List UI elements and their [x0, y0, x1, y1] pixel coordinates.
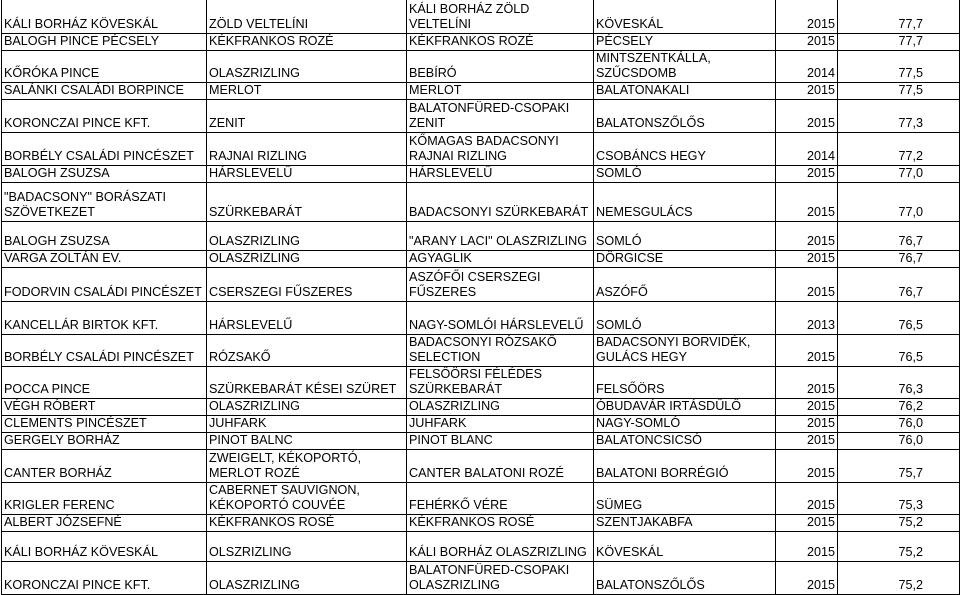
table-row [2, 222, 960, 251]
year-cell: 2015 [776, 100, 838, 133]
variety-cell: KÉKFRANKOS ROSÉ [207, 515, 407, 532]
location-cell: CSOBÁNCS HEGY [594, 133, 776, 166]
variety-cell: HÁRSLEVELŰ [207, 302, 407, 335]
table-row [2, 0, 960, 34]
producer-cell: KÁLI BORHÁZ KÖVESKÁL [2, 0, 207, 34]
wine-name-cell: BADACSONYI RÓZSAKŐ SELECTION [407, 335, 594, 367]
producer-cell: BORBÉLY CSALÁDI PINCÉSZET [2, 133, 207, 166]
variety-cell: ZÖLD VELTELÍNI [207, 0, 407, 34]
wine-name-cell: OLASZRIZLING [407, 399, 594, 416]
producer-cell: BALOGH ZSUZSA [2, 166, 207, 183]
variety-cell: OLSZRIZLING [207, 532, 407, 562]
score-cell: 76,3 [838, 367, 960, 399]
year-cell: 2015 [776, 251, 838, 268]
score-cell: 77,0 [838, 166, 960, 183]
year-cell: 2015 [776, 562, 838, 595]
wine-name-cell: FEHÉRKŐ VÉRE [407, 483, 594, 515]
wine-name-cell: BEBÍRÓ [407, 51, 594, 83]
producer-cell: KŐRÓKA PINCE [2, 51, 207, 83]
variety-cell: CSERSZEGI FŰSZERES [207, 268, 407, 302]
location-cell: MINTSZENTKÁLLA, SZŰCSDOMB [594, 51, 776, 83]
location-cell: SZENTJAKABFA [594, 515, 776, 532]
wine-name-cell: "ARANY LACI" OLASZRIZLING [407, 222, 594, 251]
wine-table-body [2, 0, 960, 595]
score-cell: 77,3 [838, 100, 960, 133]
table-row [2, 367, 960, 399]
wine-name-cell: PINOT BLANC [407, 433, 594, 450]
variety-cell: RAJNAI RIZLING [207, 133, 407, 166]
variety-cell: OLASZRIZLING [207, 251, 407, 268]
score-cell: 77,7 [838, 0, 960, 34]
table-row [2, 483, 960, 515]
wine-name-cell: KÉKFRANKOS ROZÉ [407, 34, 594, 51]
producer-cell: ALBERT JÓZSEFNÉ [2, 515, 207, 532]
variety-cell: CABERNET SAUVIGNON, KÉKOPORTÓ COUVÉE [207, 483, 407, 515]
table-row [2, 183, 960, 222]
variety-cell: OLASZRIZLING [207, 399, 407, 416]
location-cell: SÜMEG [594, 483, 776, 515]
variety-cell: SZÜRKEBARÁT KÉSEI SZÜRET [207, 367, 407, 399]
location-cell: FELSŐÖRS [594, 367, 776, 399]
location-cell: SOMLÓ [594, 166, 776, 183]
score-cell: 76,2 [838, 399, 960, 416]
variety-cell: HÁRSLEVELŰ [207, 166, 407, 183]
wine-name-cell: NAGY-SOMLÓI HÁRSLEVELŰ [407, 302, 594, 335]
table-row [2, 83, 960, 100]
location-cell: SOMLÓ [594, 302, 776, 335]
table-row [2, 268, 960, 302]
location-cell: BALATONCSICSÓ [594, 433, 776, 450]
wine-name-cell: MERLOT [407, 83, 594, 100]
wine-name-cell: BALATONFÜRED-CSOPAKI ZENIT [407, 100, 594, 133]
location-cell: NAGY-SOMLÓ [594, 416, 776, 433]
variety-cell: KÉKFRANKOS ROZÉ [207, 34, 407, 51]
table-row [2, 335, 960, 367]
table-row [2, 51, 960, 83]
year-cell: 2015 [776, 416, 838, 433]
score-cell: 77,2 [838, 133, 960, 166]
location-cell: KÖVESKÁL [594, 532, 776, 562]
producer-cell: KANCELLÁR BIRTOK KFT. [2, 302, 207, 335]
producer-cell: "BADACSONY" BORÁSZATI SZÖVETKEZET [2, 183, 207, 222]
table-row [2, 433, 960, 450]
producer-cell: KORONCZAI PINCE KFT. [2, 100, 207, 133]
table-row [2, 562, 960, 595]
year-cell: 2015 [776, 166, 838, 183]
wine-name-cell: CANTER BALATONI ROZÉ [407, 450, 594, 483]
location-cell: BALATONSZŐLŐS [594, 100, 776, 133]
producer-cell: KORONCZAI PINCE KFT. [2, 562, 207, 595]
year-cell: 2013 [776, 302, 838, 335]
producer-cell: BORBÉLY CSALÁDI PINCÉSZET [2, 335, 207, 367]
table-row [2, 416, 960, 433]
table-row [2, 302, 960, 335]
year-cell: 2014 [776, 133, 838, 166]
variety-cell: RÓZSAKŐ [207, 335, 407, 367]
year-cell: 2015 [776, 532, 838, 562]
location-cell: BALATONSZŐLŐS [594, 562, 776, 595]
location-cell: ASZÓFŐ [594, 268, 776, 302]
year-cell: 2015 [776, 183, 838, 222]
producer-cell: CLEMENTS PINCÉSZET [2, 416, 207, 433]
producer-cell: KRIGLER FERENC [2, 483, 207, 515]
location-cell: BALATONI BORRÉGIÓ [594, 450, 776, 483]
score-cell: 76,7 [838, 251, 960, 268]
producer-cell: BALOGH ZSUZSA [2, 222, 207, 251]
wine-name-cell: JUHFARK [407, 416, 594, 433]
location-cell: BALATONAKALI [594, 83, 776, 100]
variety-cell: JUHFARK [207, 416, 407, 433]
table-row [2, 34, 960, 51]
year-cell: 2015 [776, 268, 838, 302]
score-cell: 76,7 [838, 268, 960, 302]
wine-name-cell: ASZÓFŐI CSERSZEGI FŰSZERES [407, 268, 594, 302]
table-row [2, 450, 960, 483]
producer-cell: KÁLI BORHÁZ KÖVESKÁL [2, 532, 207, 562]
wine-name-cell: HÁRSLEVELŰ [407, 166, 594, 183]
table-row [2, 100, 960, 133]
score-cell: 76,5 [838, 302, 960, 335]
variety-cell: SZÜRKEBARÁT [207, 183, 407, 222]
table-row [2, 515, 960, 532]
producer-cell: VÉGH RÓBERT [2, 399, 207, 416]
wine-results-table [1, 0, 960, 595]
year-cell: 2015 [776, 399, 838, 416]
score-cell: 77,5 [838, 51, 960, 83]
location-cell: ÓBUDAVÁR IRTÁSDŰLŐ [594, 399, 776, 416]
location-cell: BADACSONYI BORVIDÉK, GULÁCS HEGY [594, 335, 776, 367]
year-cell: 2015 [776, 34, 838, 51]
variety-cell: ZWEIGELT, KÉKOPORTÓ, MERLOT ROZÉ [207, 450, 407, 483]
year-cell: 2015 [776, 483, 838, 515]
year-cell: 2015 [776, 433, 838, 450]
wine-name-cell: KÁLI BORHÁZ OLASZRIZLING [407, 532, 594, 562]
variety-cell: OLASZRIZLING [207, 562, 407, 595]
producer-cell: VARGA ZOLTÁN EV. [2, 251, 207, 268]
variety-cell: MERLOT [207, 83, 407, 100]
year-cell: 2015 [776, 222, 838, 251]
table-row [2, 532, 960, 562]
variety-cell: OLASZRIZLING [207, 51, 407, 83]
score-cell: 77,7 [838, 34, 960, 51]
producer-cell: CANTER BORHÁZ [2, 450, 207, 483]
wine-name-cell: BALATONFÜRED-CSOPAKI OLASZRIZLING [407, 562, 594, 595]
location-cell: SOMLÓ [594, 222, 776, 251]
location-cell: PÉCSELY [594, 34, 776, 51]
wine-name-cell: AGYAGLIK [407, 251, 594, 268]
year-cell: 2015 [776, 335, 838, 367]
year-cell: 2015 [776, 450, 838, 483]
year-cell: 2014 [776, 51, 838, 83]
score-cell: 75,7 [838, 450, 960, 483]
table-row [2, 133, 960, 166]
wine-name-cell: KÁLI BORHÁZ ZÖLD VELTELÍNI [407, 0, 594, 34]
score-cell: 75,2 [838, 562, 960, 595]
year-cell: 2015 [776, 515, 838, 532]
location-cell: KÖVESKÁL [594, 0, 776, 34]
producer-cell: POCCA PINCE [2, 367, 207, 399]
wine-name-cell: KÉKFRANKOS ROSÉ [407, 515, 594, 532]
producer-cell: SALÁNKI CSALÁDI BORPINCE [2, 83, 207, 100]
score-cell: 76,7 [838, 222, 960, 251]
producer-cell: BALOGH PINCE PÉCSELY [2, 34, 207, 51]
wine-name-cell: BADACSONYI SZÜRKEBARÁT [407, 183, 594, 222]
producer-cell: GERGELY BORHÁZ [2, 433, 207, 450]
year-cell: 2015 [776, 83, 838, 100]
score-cell: 76,5 [838, 335, 960, 367]
year-cell: 2015 [776, 0, 838, 34]
table-row [2, 399, 960, 416]
score-cell: 77,5 [838, 83, 960, 100]
wine-name-cell: FELSŐÖRSI FÉLÉDES SZÜRKEBARÁT [407, 367, 594, 399]
variety-cell: ZENIT [207, 100, 407, 133]
wine-name-cell: KŐMAGAS BADACSONYI RAJNAI RIZLING [407, 133, 594, 166]
table-row [2, 166, 960, 183]
score-cell: 76,0 [838, 433, 960, 450]
score-cell: 75,2 [838, 515, 960, 532]
year-cell: 2015 [776, 367, 838, 399]
location-cell: DÖRGICSE [594, 251, 776, 268]
producer-cell: FODORVIN CSALÁDI PINCÉSZET [2, 268, 207, 302]
variety-cell: OLASZRIZLING [207, 222, 407, 251]
location-cell: NEMESGULÁCS [594, 183, 776, 222]
table-row [2, 251, 960, 268]
score-cell: 75,3 [838, 483, 960, 515]
score-cell: 76,0 [838, 416, 960, 433]
score-cell: 77,0 [838, 183, 960, 222]
score-cell: 75,2 [838, 532, 960, 562]
variety-cell: PINOT BALNC [207, 433, 407, 450]
